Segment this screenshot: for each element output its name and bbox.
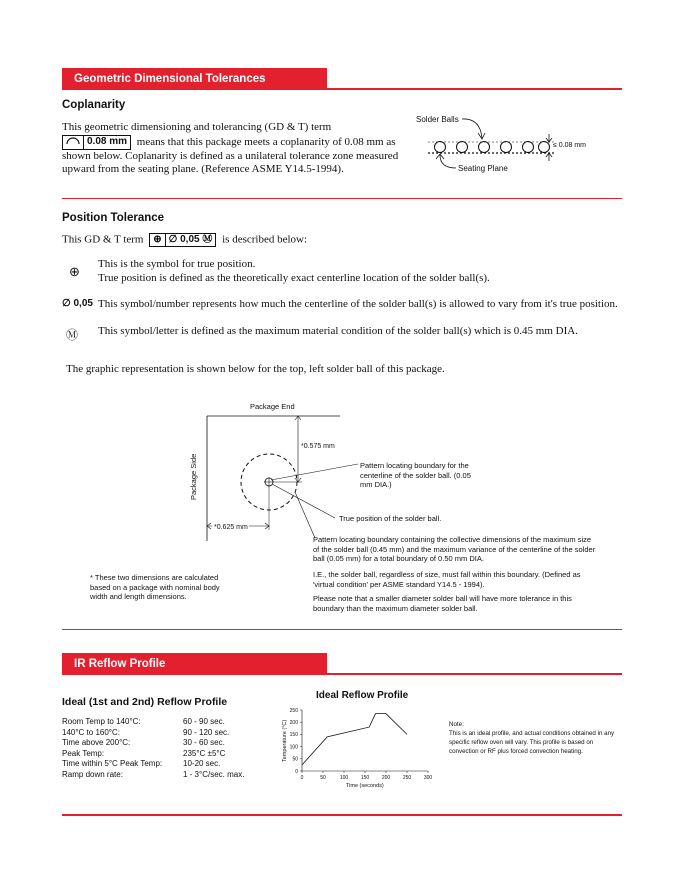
solder-ball xyxy=(501,142,512,153)
reflow-note xyxy=(449,720,624,756)
coplanarity-diagram xyxy=(410,108,620,178)
frame-value: ∅ 0,05 Ⓜ xyxy=(165,234,216,246)
y-tick-label: 250 xyxy=(289,707,298,714)
reflow-row-value: 10-20 sec. xyxy=(183,759,221,768)
reflow-row xyxy=(62,717,244,728)
coplanarity-arc-icon xyxy=(63,136,83,149)
solder-ball xyxy=(435,142,446,153)
chart-xlabel: Time (seconds) xyxy=(346,783,384,789)
reflow-row-value: 60 - 90 sec. xyxy=(183,717,225,726)
reflow-section-band: IR Reflow Profile xyxy=(62,653,327,675)
reflow-note-text: This is an ideal profile, and actual conditions obtained in any specific reflow oven will vary. This profile is based on convection or RF plus forced convection heating. xyxy=(449,730,615,755)
true-position-frame-symbol: ⊕ xyxy=(153,234,162,245)
bottom-divider xyxy=(62,814,622,816)
reflow-row xyxy=(62,728,244,739)
x-tick-label: 0 xyxy=(300,775,304,781)
true-position-label: True position of the solder ball. xyxy=(339,514,442,523)
true-position-symbol-icon: ⊕ xyxy=(69,264,80,279)
graphic-intro: The graphic representation is shown below for the top, left solder ball of this package. xyxy=(66,363,445,375)
reflow-table xyxy=(62,717,244,780)
reflow-row xyxy=(62,749,244,760)
item1-line2: True position is defined as the theoretically exact centerline location of the solder ball(s). xyxy=(98,272,490,284)
y-tick-label: 0 xyxy=(295,768,298,775)
tolerance-label: ≤ 0.08 mm xyxy=(553,142,587,149)
coplanarity-text-after: means that this package meets a coplanarity of 0.08 mm as shown below. Coplanarity is defined as a unilateral tolerance zone measured upward from the seating plane. (Reference ASME Y14.5-1994). xyxy=(62,135,399,175)
position-intro-after: is described below: xyxy=(222,233,308,246)
dimension-footnote: * These two dimensions are calculated based on a package with nominal body width and length dimensions. xyxy=(90,573,220,601)
y-tick-label: 50 xyxy=(292,756,298,763)
x-tick-label: 250 xyxy=(402,775,412,781)
reflow-row-label: Time within 5°C Peak Temp: xyxy=(62,759,163,768)
position-intro xyxy=(62,233,462,247)
reflow-row-label: Room Temp to 140°C: xyxy=(62,717,141,726)
item2-text: This symbol/number represents how much the centerline of the solder ball(s) is allowed to vary from it's true position. xyxy=(98,298,618,310)
y-tick-label: 200 xyxy=(289,720,298,726)
diameter-symbol: ∅ 0,05 xyxy=(62,298,93,309)
desc3: Please note that a smaller diameter solder ball will have more tolerance in this boundary than the maximum diameter solder ball. xyxy=(313,594,572,613)
item1-line1: This is the symbol for true position. xyxy=(98,258,256,270)
position-tolerance-heading: Position Tolerance xyxy=(62,212,165,224)
chart-title: Ideal Reflow Profile xyxy=(316,690,409,701)
y-tick-label: 100 xyxy=(289,744,298,751)
pattern-boundary-label: Pattern locating boundary for the centerline of the solder ball. (0.05 mm DIA.) xyxy=(360,461,471,489)
desc2: I.E., the solder ball, regardless of size, must fall within this boundary. (Defined as 'virtual condition' per ASME standard Y14.5 - 1994). xyxy=(313,570,581,589)
reflow-row-label: Time above 200°C: xyxy=(62,738,131,747)
reflow-row-value: 30 - 60 sec. xyxy=(183,738,225,747)
y-tick-label: 150 xyxy=(289,732,298,739)
gdt-section-rule xyxy=(327,88,622,90)
dim-horizontal-label: *0.625 mm xyxy=(214,524,248,531)
x-tick-label: 150 xyxy=(360,775,370,781)
reflow-row-label: Ramp down rate: xyxy=(62,769,123,779)
solder-ball xyxy=(539,142,550,153)
reflow-row-label: Peak Temp: xyxy=(62,748,105,758)
reflow-row-value: 90 - 120 sec. xyxy=(183,727,230,737)
x-tick-label: 300 xyxy=(423,775,433,781)
mmc-symbol-icon: Ⓜ xyxy=(66,328,79,342)
dim-vertical-label: *0.575 mm xyxy=(301,443,335,450)
reflow-chart xyxy=(272,686,438,794)
solder-ball xyxy=(479,142,490,153)
reflow-row xyxy=(62,759,244,770)
reflow-row-value: 235°C ±5°C xyxy=(183,748,226,758)
coplanarity-heading: Coplanarity xyxy=(62,99,126,111)
package-side-label: Package Side xyxy=(189,453,198,500)
reflow-section-rule xyxy=(327,673,622,675)
seating-plane-label: Seating Plane xyxy=(458,164,508,173)
coplanarity-symbol-value: 0.08 mm xyxy=(83,136,130,149)
position-tolerance-frame xyxy=(149,233,216,247)
chart-ylabel: Temperature (°C) xyxy=(282,719,288,762)
reflow-note-title: Note: xyxy=(449,721,464,728)
reflow-row xyxy=(62,770,244,781)
coplanarity-divider xyxy=(62,198,622,199)
item3-text: This symbol/letter is defined as the maximum material condition of the solder ball(s) which is 0.45 mm DIA. xyxy=(98,325,578,337)
position-intro-before: This GD & T term xyxy=(62,233,144,246)
desc1: Pattern locating boundary containing the collective dimensions of the maximum size of the solder ball (0.45 mm) and the maximum variance of the centerline of the solder ball (0.05 mm) for a total boundary of 0.50 mm DIA. xyxy=(313,535,596,563)
reflow-heading: Ideal (1st and 2nd) Reflow Profile xyxy=(62,696,228,708)
x-tick-label: 200 xyxy=(381,775,391,781)
solder-ball xyxy=(457,142,468,153)
coplanarity-text-before: This geometric dimensioning and tolerancing (GD & T) term xyxy=(62,121,332,133)
series-line xyxy=(302,714,407,765)
package-end-label: Package End xyxy=(250,402,295,411)
solder-balls-label: Solder Balls xyxy=(416,115,459,124)
coplanarity-text xyxy=(62,121,402,177)
reflow-row-value: 1 - 3°C/sec. max. xyxy=(183,769,245,779)
reflow-row xyxy=(62,738,244,749)
gdt-section-band: Geometric Dimensional Tolerances xyxy=(62,68,327,90)
coplanarity-symbol-frame xyxy=(62,135,131,150)
reflow-row-label: 140°C to 160°C: xyxy=(62,727,120,737)
solder-ball xyxy=(523,142,534,153)
position-divider xyxy=(62,629,622,630)
x-tick-label: 100 xyxy=(339,775,349,781)
x-tick-label: 50 xyxy=(320,775,326,781)
